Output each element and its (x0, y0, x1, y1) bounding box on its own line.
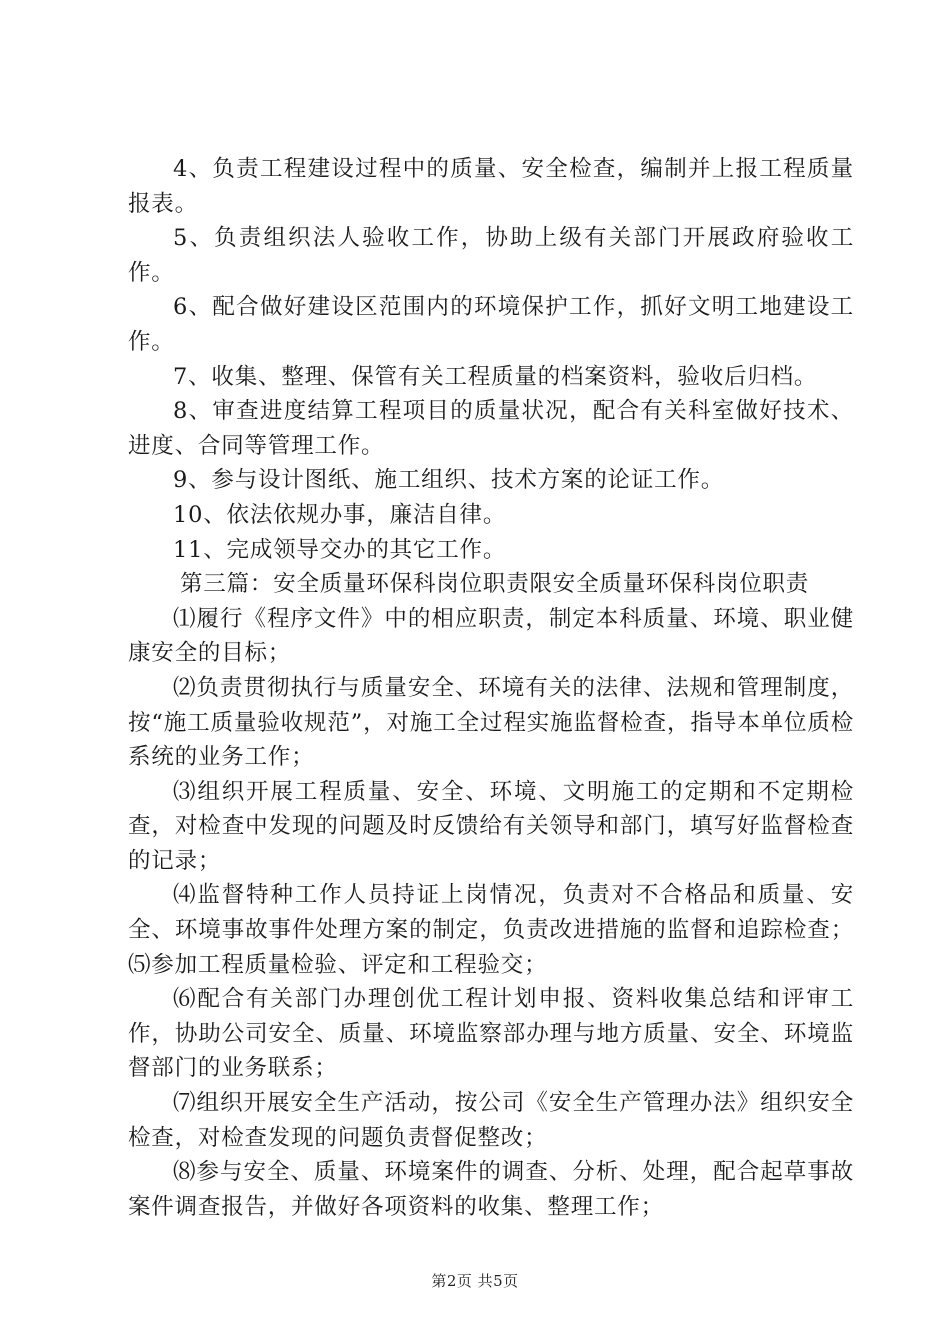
paragraph-item-8: 8、审查进度结算工程项目的质量状况，配合有关科室做好技术、进度、合同等管理工作。 (128, 398, 854, 459)
duty-item-3: ⑶组织开展工程质量、安全、环境、文明施工的定期和不定期检查，对检查中发现的问题及时反馈给有关领导和部门，填写好监督检查的记录； (128, 778, 854, 874)
paragraph-item-7: 7、收集、整理、保管有关工程质量的档案资料，验收后归档。 (173, 363, 818, 390)
paragraph-item-10: 10、依法依规办事，廉洁自律。 (173, 501, 507, 528)
paragraph-item-11: 11、完成领导交办的其它工作。 (173, 536, 507, 563)
duty-item-6: ⑹配合有关部门办理创优工程计划申报、资料收集总结和评审工作，协助公司安全、质量、环境监察部办理与地方质量、安全、环境监督部门的业务联系； (128, 986, 854, 1082)
paragraph-item-9: 9、参与设计图纸、施工组织、技术方案的论证工作。 (173, 467, 725, 494)
duty-item-7: ⑺组织开展安全生产活动，按公司《安全生产管理办法》组织安全检查，对检查发现的问题负责督促整改； (128, 1090, 854, 1151)
page-number-footer: 第2页 共5页 (431, 1272, 519, 1290)
section-heading: 第三篇：安全质量环保科岗位职责限安全质量环保科岗位职责 (180, 571, 810, 598)
duty-item-1: ⑴履行《程序文件》中的相应职责，制定本科质量、环境、职业健康安全的目标； (128, 605, 854, 667)
paragraph-item-4: 4、负责工程建设过程中的质量、安全检查，编制并上报工程质量报表。 (128, 156, 854, 217)
paragraph-item-5: 5、负责组织法人验收工作，协助上级有关部门开展政府验收工作。 (128, 225, 854, 286)
document-body (128, 152, 854, 1224)
duty-item-8: ⑻参与安全、质量、环境案件的调查、分析、处理，配合起草事故案件调查报告，并做好各项资料的收集、整理工作； (128, 1159, 854, 1220)
duty-item-4: ⑷监督特种工作人员持证上岗情况，负责对不合格品和质量、安全、环境事故事件处理方案的制定，负责改进措施的监督和追踪检查；⑸参加工程质量检验、评定和工程验交； (128, 882, 854, 978)
duty-item-2: ⑵负责贯彻执行与质量安全、环境有关的法律、法规和管理制度，按“施工质量验收规范”，对施工全过程实施监督检查，指导本单位质检系统的业务工作； (128, 674, 854, 771)
paragraph-item-6: 6、配合做好建设区范围内的环境保护工作，抓好文明工地建设工作。 (128, 294, 854, 355)
